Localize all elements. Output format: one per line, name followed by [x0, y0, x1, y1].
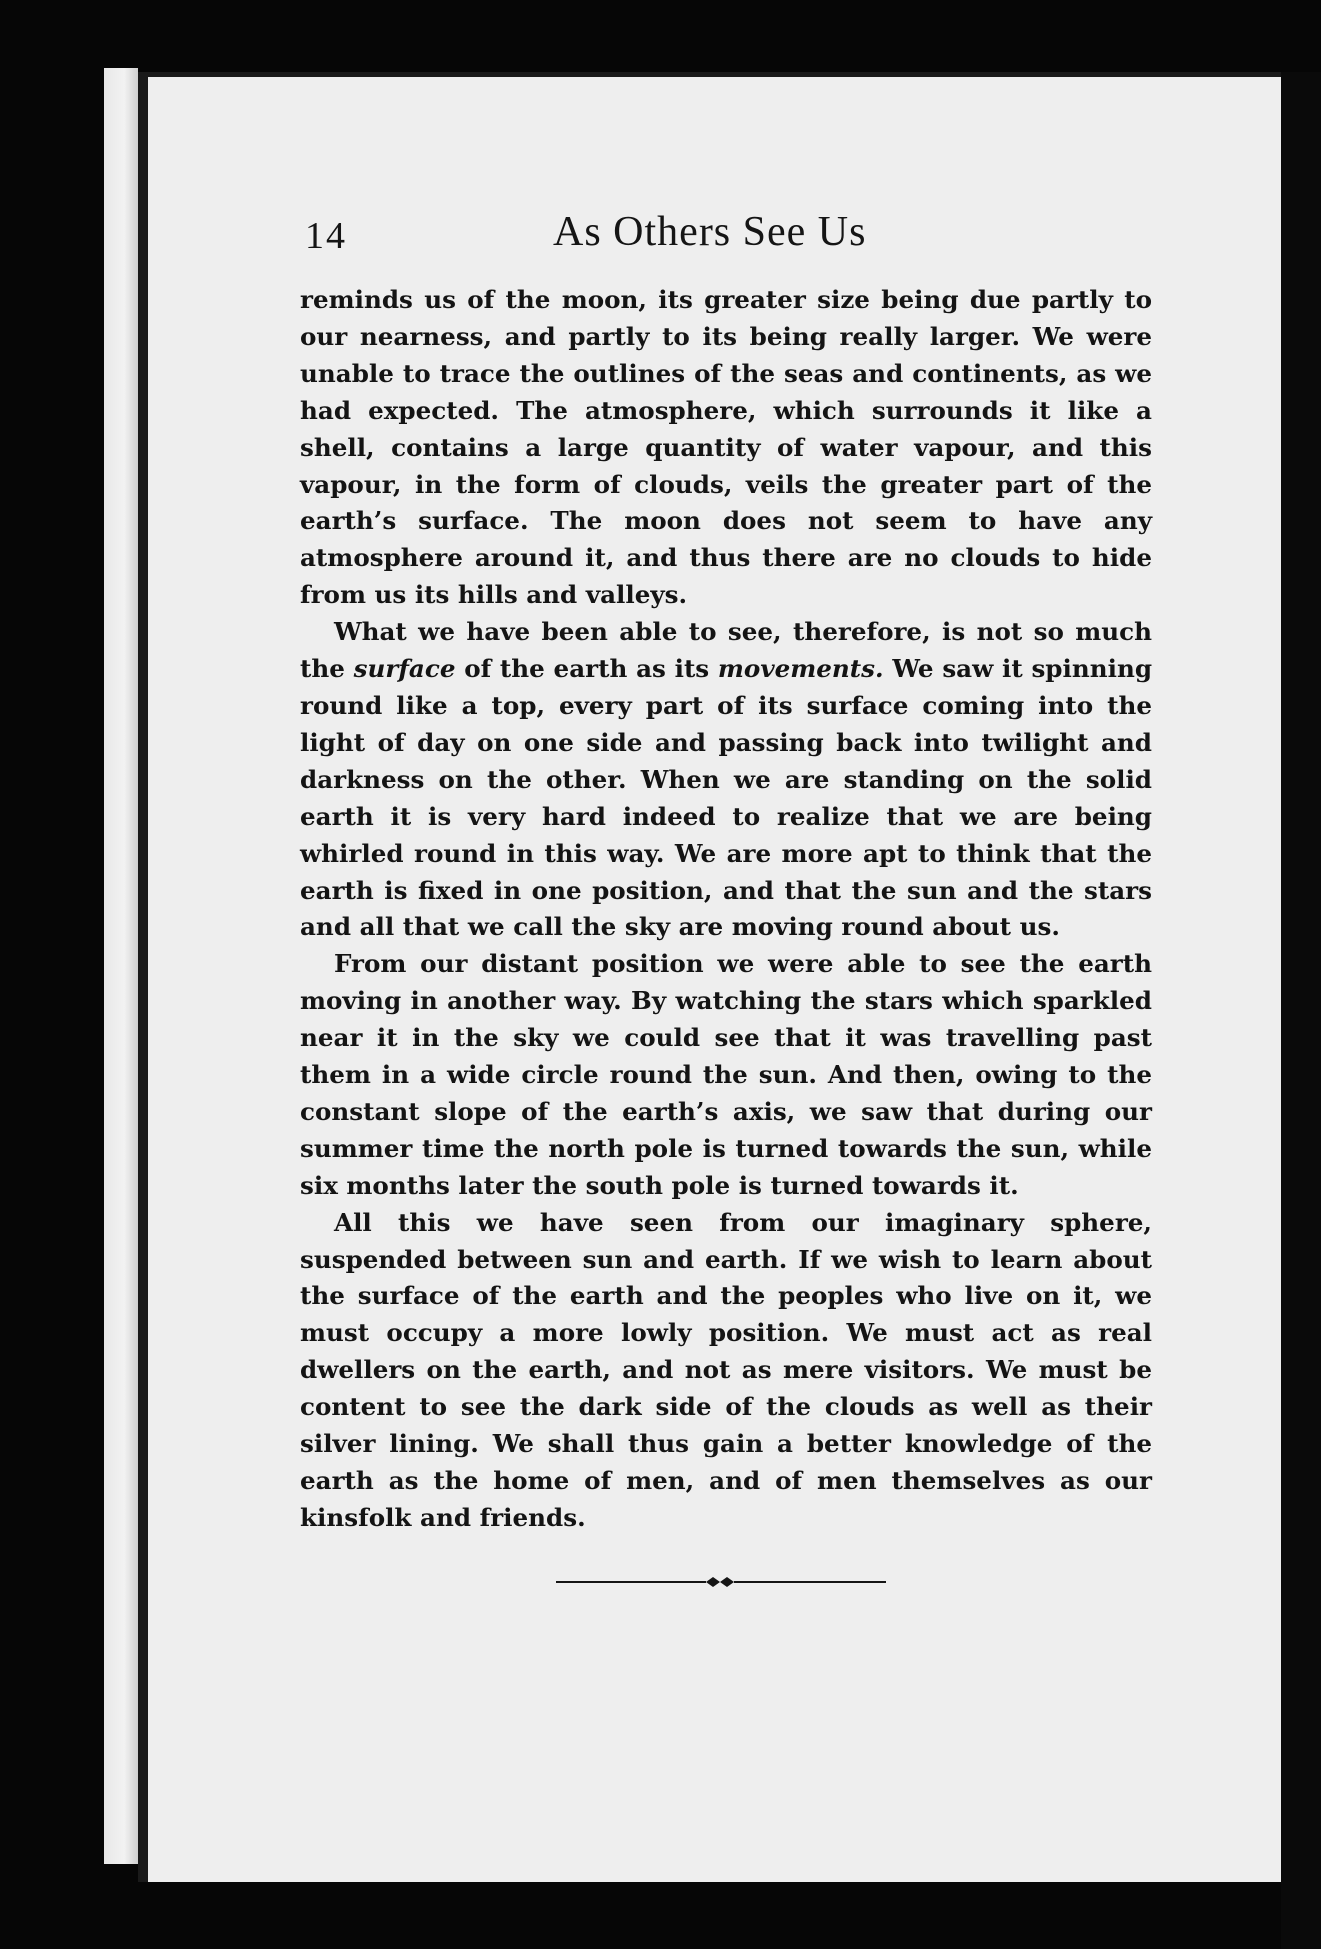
running-title: As Others See Us — [553, 209, 867, 255]
scan-right-edge — [1281, 72, 1321, 1949]
scan-left-edge — [104, 68, 138, 1864]
paragraph-4: All this we have seen from our imaginary sphere, suspended between sun and earth. If we wish to learn about the surface of the earth and the peoples who live on it, we must occupy a more lowly position. We must act as real dwellers on the earth, and not as mere visitors. We must be content to see the dark side of the clouds as well as their silver lining. We shall thus gain a better knowledge of the earth as the home of men, and of men themselves as our kinsfolk and friends. — [300, 1207, 1152, 1532]
page-header — [305, 208, 1155, 268]
paragraph-2-part-1: What we have been able to see, therefore, is not so much the — [300, 617, 1152, 684]
paragraph-1: reminds us of the moon, its greater size being due partly to our nearness, and partly to its being really larger. We were unable to trace the outlines of the seas and continents, as we had expected. The atmosphere, which surrounds it like a shell, contains a large quantity of water vapour, and this vapour, in the form of clouds, veils the greater part of the earth’s surface. The moon does not seem to have any atmosphere around it, and thus there are no clouds to hide from us its hills and valleys. — [300, 285, 1152, 610]
emphasis-movements: movements. — [717, 654, 884, 684]
body-text — [300, 282, 1152, 1537]
section-end-ornament — [556, 1572, 886, 1592]
paragraph-2 — [300, 614, 1152, 946]
emphasis-surface: surface — [353, 654, 456, 684]
page-number: 14 — [305, 215, 347, 257]
paragraph-2-part-2: of the earth as its — [455, 654, 718, 684]
paragraph-2-part-3: We saw it spinning round like a top, every part of its surface coming into the light of day on one side and passing back into twilight and darkness on the other. When we are standing on the solid earth it is very hard indeed to realize that we are being whirled round in this way. We are more apt to think that the earth is fixed in one position, and that the sun and the stars and all that we call the sky are moving round about us. — [300, 654, 1153, 942]
paragraph-3: From our distant position we were able to see the earth moving in another way. By watching the stars which sparkled near it in the sky we could see that it was travelling past them in a wide circle round the sun. And then, owing to the constant slope of the earth’s axis, we saw that during our summer time the north pole is turned towards the sun, while six months later the south pole is turned towards it. — [300, 949, 1152, 1200]
